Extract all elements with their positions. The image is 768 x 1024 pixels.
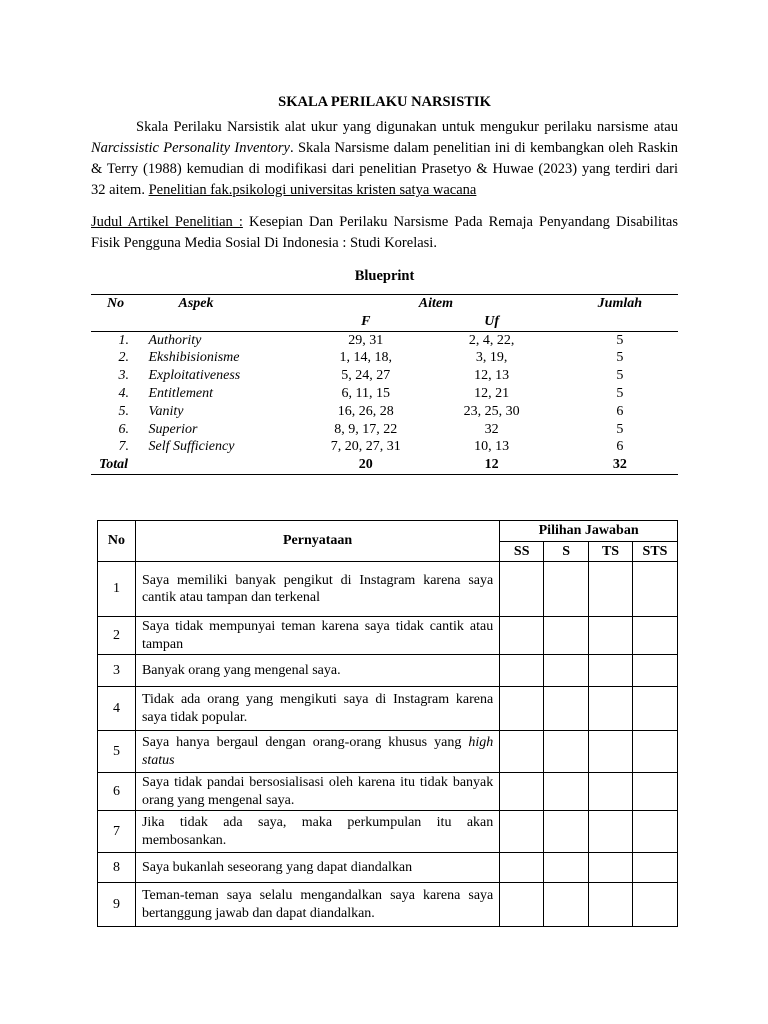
question-statement — [135, 655, 499, 687]
bp-row-f: 16, 26, 28 — [337, 403, 394, 419]
question-row — [98, 731, 678, 773]
answer-cell-ss[interactable] — [500, 655, 544, 687]
bp-row-uf: 10, 13 — [474, 439, 510, 455]
question-text: Jika tidak ada saya, maka perkumpulan itu akan membosankan. — [141, 815, 494, 848]
question-number: 2 — [98, 617, 136, 655]
blueprint-row — [91, 403, 678, 421]
question-statement — [135, 883, 499, 927]
answer-cell-s[interactable] — [544, 617, 589, 655]
bp-row-jumlah: 5 — [616, 421, 624, 437]
intro-paragraph — [91, 117, 678, 201]
blueprint-row — [91, 349, 678, 367]
answer-cell-ts[interactable] — [589, 562, 633, 617]
bp-row-aspek: Self Sufficiency — [148, 439, 235, 455]
answer-cell-ss[interactable] — [500, 731, 544, 773]
question-row — [98, 773, 678, 811]
blueprint-total-row — [91, 456, 678, 474]
article-title: Kesepian Dan Perilaku Narsisme Pada Remaja Penyandang Disabilitas Fisik Pengguna Media Sosial Di Indonesia : Studi Korelasi. — [91, 214, 678, 251]
bp-row-f: 5, 24, 27 — [341, 368, 391, 384]
question-text-italic: high status — [141, 735, 494, 768]
bp-row-no: 4. — [118, 385, 129, 401]
q-header-pernyataan: Pernyataan — [135, 521, 499, 562]
source-reference: Penelitian fak.psikologi universitas kristen satya wacana — [148, 182, 477, 198]
answer-cell-s[interactable] — [544, 853, 589, 883]
question-statement — [135, 687, 499, 731]
q-header-sts: STS — [633, 542, 678, 562]
questionnaire-table — [97, 520, 678, 927]
question-number: 7 — [98, 811, 136, 853]
answer-cell-sts[interactable] — [633, 811, 678, 853]
answer-cell-s[interactable] — [544, 883, 589, 927]
bp-row-aspek: Authority — [148, 332, 202, 348]
blueprint-row — [91, 367, 678, 385]
question-number: 9 — [98, 883, 136, 927]
q-header-pilihan: Pilihan Jawaban — [500, 521, 678, 542]
question-text: Saya memiliki banyak pengikut di Instagram karena saya cantik atau tampan dan terkenal — [141, 572, 494, 605]
answer-cell-ts[interactable] — [589, 687, 633, 731]
bp-row-uf: 23, 25, 30 — [463, 403, 520, 419]
answer-cell-ts[interactable] — [589, 773, 633, 811]
bp-header-no: No — [91, 295, 149, 313]
question-number: 1 — [98, 562, 136, 617]
blueprint-row — [91, 331, 678, 349]
answer-cell-ss[interactable] — [500, 617, 544, 655]
question-row — [98, 655, 678, 687]
answer-cell-sts[interactable] — [633, 853, 678, 883]
bp-row-uf: 3, 19, — [475, 350, 508, 366]
question-text: Teman-teman saya selalu mengandalkan saya karena saya bertanggung jawab dan dapat diandalkan. — [141, 888, 494, 921]
page-title: SKALA PERILAKU NARSISTIK — [278, 94, 491, 110]
question-row — [98, 811, 678, 853]
answer-cell-ss[interactable] — [500, 687, 544, 731]
blueprint-row — [91, 421, 678, 439]
bp-subheader-blank-2 — [149, 313, 311, 331]
answer-cell-s[interactable] — [544, 562, 589, 617]
bp-total-jumlah: 32 — [562, 456, 678, 474]
answer-cell-ts[interactable] — [589, 731, 633, 773]
answer-cell-ss[interactable] — [500, 883, 544, 927]
document-page — [91, 92, 678, 475]
bp-row-jumlah: 5 — [616, 385, 624, 401]
intro-italic-term: Narcissistic Personality Inventory — [91, 140, 290, 156]
bp-header-jumlah: Jumlah — [562, 295, 678, 313]
question-row — [98, 562, 678, 617]
question-statement — [135, 731, 499, 773]
blueprint-table — [91, 294, 678, 475]
question-row — [98, 687, 678, 731]
question-text: Saya bukanlah seseorang yang dapat diandalkan — [141, 859, 413, 875]
bp-total-label: Total — [91, 456, 149, 474]
answer-cell-sts[interactable] — [633, 655, 678, 687]
q-header-ts: TS — [589, 542, 633, 562]
bp-header-aitem: Aitem — [310, 295, 562, 313]
bp-header-f: F — [310, 313, 422, 331]
bp-total-blank — [149, 456, 311, 474]
questionnaire-body — [98, 562, 678, 927]
bp-row-uf: 2, 4, 22, — [468, 332, 515, 348]
intro-text-a: Skala Perilaku Narsistik alat ukur yang digunakan untuk mengukur perilaku narsisme atau — [136, 119, 678, 135]
blueprint-subheader-row — [91, 313, 678, 331]
bp-row-uf: 12, 13 — [474, 368, 510, 384]
intro-text-b: . Skala Narsisme dalam penelitian ini di kembangkan oleh Raskin & Terry (1988) kemudian di modifikasi dari penelitian Prasetyo & Huwae (2023) yang terdiri dari 32 aitem. — [91, 140, 678, 198]
bp-row-uf: 12, 21 — [474, 385, 510, 401]
question-row — [98, 883, 678, 927]
answer-cell-sts[interactable] — [633, 617, 678, 655]
bp-total-f: 20 — [310, 456, 422, 474]
questionnaire-header-row — [98, 521, 678, 542]
question-text: Tidak ada orang yang mengikuti saya di Instagram karena saya tidak popular. — [141, 692, 494, 725]
bp-subheader-blank-3 — [562, 313, 678, 331]
answer-cell-s[interactable] — [544, 811, 589, 853]
bp-row-aspek: Exploitativeness — [148, 368, 241, 384]
article-paragraph — [91, 212, 678, 254]
blueprint-row — [91, 385, 678, 403]
answer-cell-ts[interactable] — [589, 617, 633, 655]
blueprint-body — [91, 331, 678, 456]
bp-row-aspek: Entitlement — [148, 385, 214, 401]
answer-cell-ts[interactable] — [589, 883, 633, 927]
bp-row-aspek: Superior — [148, 421, 198, 437]
bp-row-f: 8, 9, 17, 22 — [334, 421, 398, 437]
bp-row-no: 6. — [118, 421, 129, 437]
answer-cell-sts[interactable] — [633, 562, 678, 617]
bp-row-jumlah: 5 — [616, 368, 624, 384]
bp-row-aspek: Vanity — [148, 403, 184, 419]
bp-row-no: 2. — [118, 350, 129, 366]
question-text: Saya tidak mempunyai teman karena saya tidak cantik atau tampan — [141, 619, 494, 652]
blueprint-row — [91, 438, 678, 456]
question-text: Banyak orang yang mengenal saya. — [141, 662, 341, 678]
question-number: 3 — [98, 655, 136, 687]
question-row — [98, 853, 678, 883]
question-number: 6 — [98, 773, 136, 811]
bp-row-f: 1, 14, 18, — [339, 350, 393, 366]
answer-cell-sts[interactable] — [633, 731, 678, 773]
answer-cell-s[interactable] — [544, 731, 589, 773]
bp-header-aspek: Aspek — [149, 295, 311, 313]
question-statement — [135, 811, 499, 853]
answer-cell-ts[interactable] — [589, 853, 633, 883]
bp-row-f: 29, 31 — [348, 332, 384, 348]
bp-row-f: 7, 20, 27, 31 — [330, 439, 401, 455]
q-header-s: S — [544, 542, 589, 562]
question-number: 5 — [98, 731, 136, 773]
article-label: Judul Artikel Penelitian : — [91, 214, 243, 230]
question-statement — [135, 773, 499, 811]
bp-total-uf: 12 — [422, 456, 562, 474]
answer-cell-ss[interactable] — [500, 853, 544, 883]
bp-row-f: 6, 11, 15 — [341, 385, 391, 401]
blueprint-title: Blueprint — [354, 268, 415, 284]
bp-row-aspek: Ekshibisionisme — [148, 350, 240, 366]
bp-row-jumlah: 6 — [616, 439, 624, 455]
bp-row-no: 5. — [118, 403, 129, 419]
answer-cell-ss[interactable] — [500, 562, 544, 617]
answer-cell-ss[interactable] — [500, 811, 544, 853]
question-number: 4 — [98, 687, 136, 731]
bp-row-no: 1. — [118, 332, 129, 348]
question-statement — [135, 562, 499, 617]
answer-cell-sts[interactable] — [633, 883, 678, 927]
answer-cell-ts[interactable] — [589, 811, 633, 853]
answer-cell-s[interactable] — [544, 687, 589, 731]
q-header-no: No — [98, 521, 136, 562]
answer-cell-ss[interactable] — [500, 773, 544, 811]
bp-row-jumlah: 6 — [616, 403, 624, 419]
bp-subheader-blank-1 — [91, 313, 149, 331]
question-text: Saya hanya bergaul dengan orang-orang khusus yang — [141, 735, 469, 750]
bp-row-jumlah: 5 — [616, 332, 624, 348]
bp-row-jumlah: 5 — [616, 350, 624, 366]
question-text: Saya tidak pandai bersosialisasi oleh karena itu tidak banyak orang yang mengenal saya. — [141, 775, 494, 808]
q-header-ss: SS — [500, 542, 544, 562]
question-statement — [135, 617, 499, 655]
blueprint-header-row — [91, 295, 678, 313]
question-statement — [135, 853, 499, 883]
answer-cell-ts[interactable] — [589, 655, 633, 687]
answer-cell-sts[interactable] — [633, 687, 678, 731]
question-row — [98, 617, 678, 655]
answer-cell-s[interactable] — [544, 655, 589, 687]
bp-row-no: 7. — [118, 439, 129, 455]
answer-cell-sts[interactable] — [633, 773, 678, 811]
answer-cell-s[interactable] — [544, 773, 589, 811]
question-number: 8 — [98, 853, 136, 883]
bp-header-uf: Uf — [422, 313, 562, 331]
bp-row-no: 3. — [118, 368, 129, 384]
bp-row-uf: 32 — [484, 421, 499, 437]
